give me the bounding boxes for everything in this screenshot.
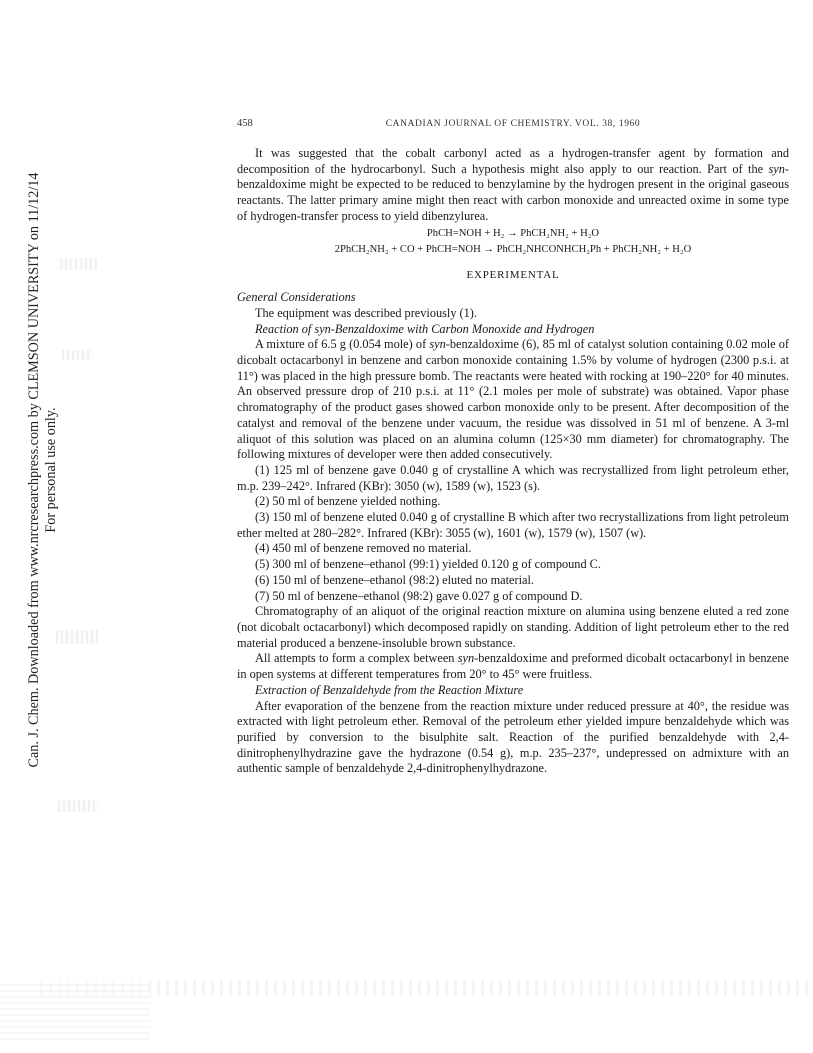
download-watermark xyxy=(4,150,59,790)
subheading-extraction: Extraction of Benzaldehyde from the Reaction Mixture xyxy=(255,682,524,697)
scan-artifact xyxy=(60,258,98,270)
reaction-text-a: A mixture of 6.5 g (0.054 mole) of xyxy=(255,337,430,352)
reaction-text-b: -benzaldoxime (6), 85 ml of catalyst solution containing 0.02 mole of dicobalt octacarbonyl in benzene and carbon monoxide containing 1.5% by volume of hydrogen (2300 p.s.i. at 11°) was placed in the high pressure bomb. The reactants were heated with rocking at 190–220° for 40 minutes. An observed pressure drop of 210 p.s.i. at 11° (2.1 moles per mole of substrate) was obtained. Vapor phase chromatography of the product gases showed carbon monoxide only to be present. After decomposition of the catalyst and removal of the benzene under vacuum, the residue was dissolved in 51 ml of benzene. A 3-ml aliquot of this solution was placed on an alumina column (125×30 mm diameter) for chromatography. The following mixtures of developer were then added consecutively. xyxy=(237,337,789,462)
subheading-reaction: Reaction of syn-Benzaldoxime with Carbon Monoxide and Hydrogen xyxy=(255,321,595,336)
article-body xyxy=(237,146,789,777)
article-page xyxy=(237,118,789,777)
list-item: (3) 150 ml of benzene eluted 0.040 g of crystalline B which after two recrystallizations from light petroleum ether melted at 280–282°. Infrared (KBr): 3055 (w), 1601 (w), 1579 (w), 1507 (w). xyxy=(237,510,789,540)
complex-text-a: All attempts to form a complex between xyxy=(255,651,458,666)
list-item: (5) 300 ml of benzene–ethanol (99:1) yielded 0.120 g of compound C. xyxy=(255,557,601,572)
syn-prefix: syn xyxy=(429,337,446,352)
complex-paragraph xyxy=(237,651,789,682)
syn-prefix: syn xyxy=(768,161,785,176)
intro-paragraph xyxy=(237,146,789,225)
list-item: (1) 125 ml of benzene gave 0.040 g of crystalline A which was recrystallized from light petroleum ether, m.p. 239–242°. Infrared (KBr): 3050 (w), 1589 (w), 1523 (s). xyxy=(237,462,789,493)
intro-text-b: -benzaldoxime might be expected to be reduced to benzylamine by the hydrogen present in the original gaseous reactants. The latter primary amine might then react with carbon monoxide and unreacted oxime in some type of hydrogen-transfer process to yield dibenzylurea. xyxy=(237,161,789,223)
general-paragraph: The equipment was described previously (1). xyxy=(255,305,477,320)
download-notice-line-1: Can. J. Chem. Downloaded from www.nrcresearchpress.com by CLEMSON UNIVERSITY on 11/12/14 xyxy=(26,172,42,768)
list-item: (6) 150 ml of benzene–ethanol (98:2) eluted no material. xyxy=(255,572,534,587)
chromatography-paragraph: Chromatography of an aliquot of the original reaction mixture on alumina using benzene eluted a red zone (not dicobalt octacarbonyl) which decomposed rapidly on standing. Addition of light petroleum ether to the red material produced a benzene-insoluble brown substance. xyxy=(237,604,789,650)
intro-text-a: It was suggested that the cobalt carbonyl acted as a hydrogen-transfer agent by formation and decomposition of the hydrocarbonyl. Such a hypothesis might also apply to our reaction. Part of the xyxy=(237,146,789,176)
subheading-general: General Considerations xyxy=(237,290,356,305)
scan-artifact xyxy=(40,980,810,996)
page-number: 458 xyxy=(237,118,253,129)
list-item: (4) 450 ml of benzene removed no material. xyxy=(255,541,472,556)
download-notice-line-2: For personal use only. xyxy=(43,407,59,533)
complex-text-b: -benzaldoxime and preformed dicobalt octacarbonyl in benzene in open systems at different temperatures from 20° to 45° were fruitless. xyxy=(237,651,789,682)
syn-prefix: syn xyxy=(457,651,475,666)
scan-artifact xyxy=(58,800,98,812)
list-item: (7) 50 ml of benzene–ethanol (98:2) gave 0.027 g of compound D. xyxy=(255,588,583,603)
extraction-paragraph: After evaporation of the benzene from the reaction mixture under reduced pressure at 40°, the residue was extracted with light petroleum ether. Removal of the petroleum ether yielded impure benzaldehyde which was purified by conversion to the bisulphite salt. Reaction of the purified benzaldehyde with 2,4-dinitrophenylhydrazine gave the hydrazone (0.54 g), m.p. 235–237°, undepressed on admixture with an authentic sample of benzaldehyde 2,4-dinitrophenylhydrazone. xyxy=(237,698,789,776)
list-item: (2) 50 ml of benzene yielded nothing. xyxy=(255,494,441,509)
scan-artifact xyxy=(0,980,150,1040)
running-head: CANADIAN JOURNAL OF CHEMISTRY. VOL. 38, 1960 xyxy=(385,119,641,129)
scan-artifact xyxy=(62,350,92,360)
equation-1: PhCH=NOH + H₂ → PhCH₂NH₂ + H₂O xyxy=(426,227,600,239)
download-notice xyxy=(26,150,60,790)
reaction-paragraph xyxy=(237,337,789,463)
section-title-experimental: EXPERIMENTAL xyxy=(466,268,560,281)
scan-artifact xyxy=(56,630,98,644)
page-header xyxy=(237,118,789,136)
equation-2: 2PhCH₂NH₂ + CO + PhCH=NOH → PhCH₂NHCONHCH₂Ph + PhCH₂NH₂ + H₂O xyxy=(334,243,692,255)
